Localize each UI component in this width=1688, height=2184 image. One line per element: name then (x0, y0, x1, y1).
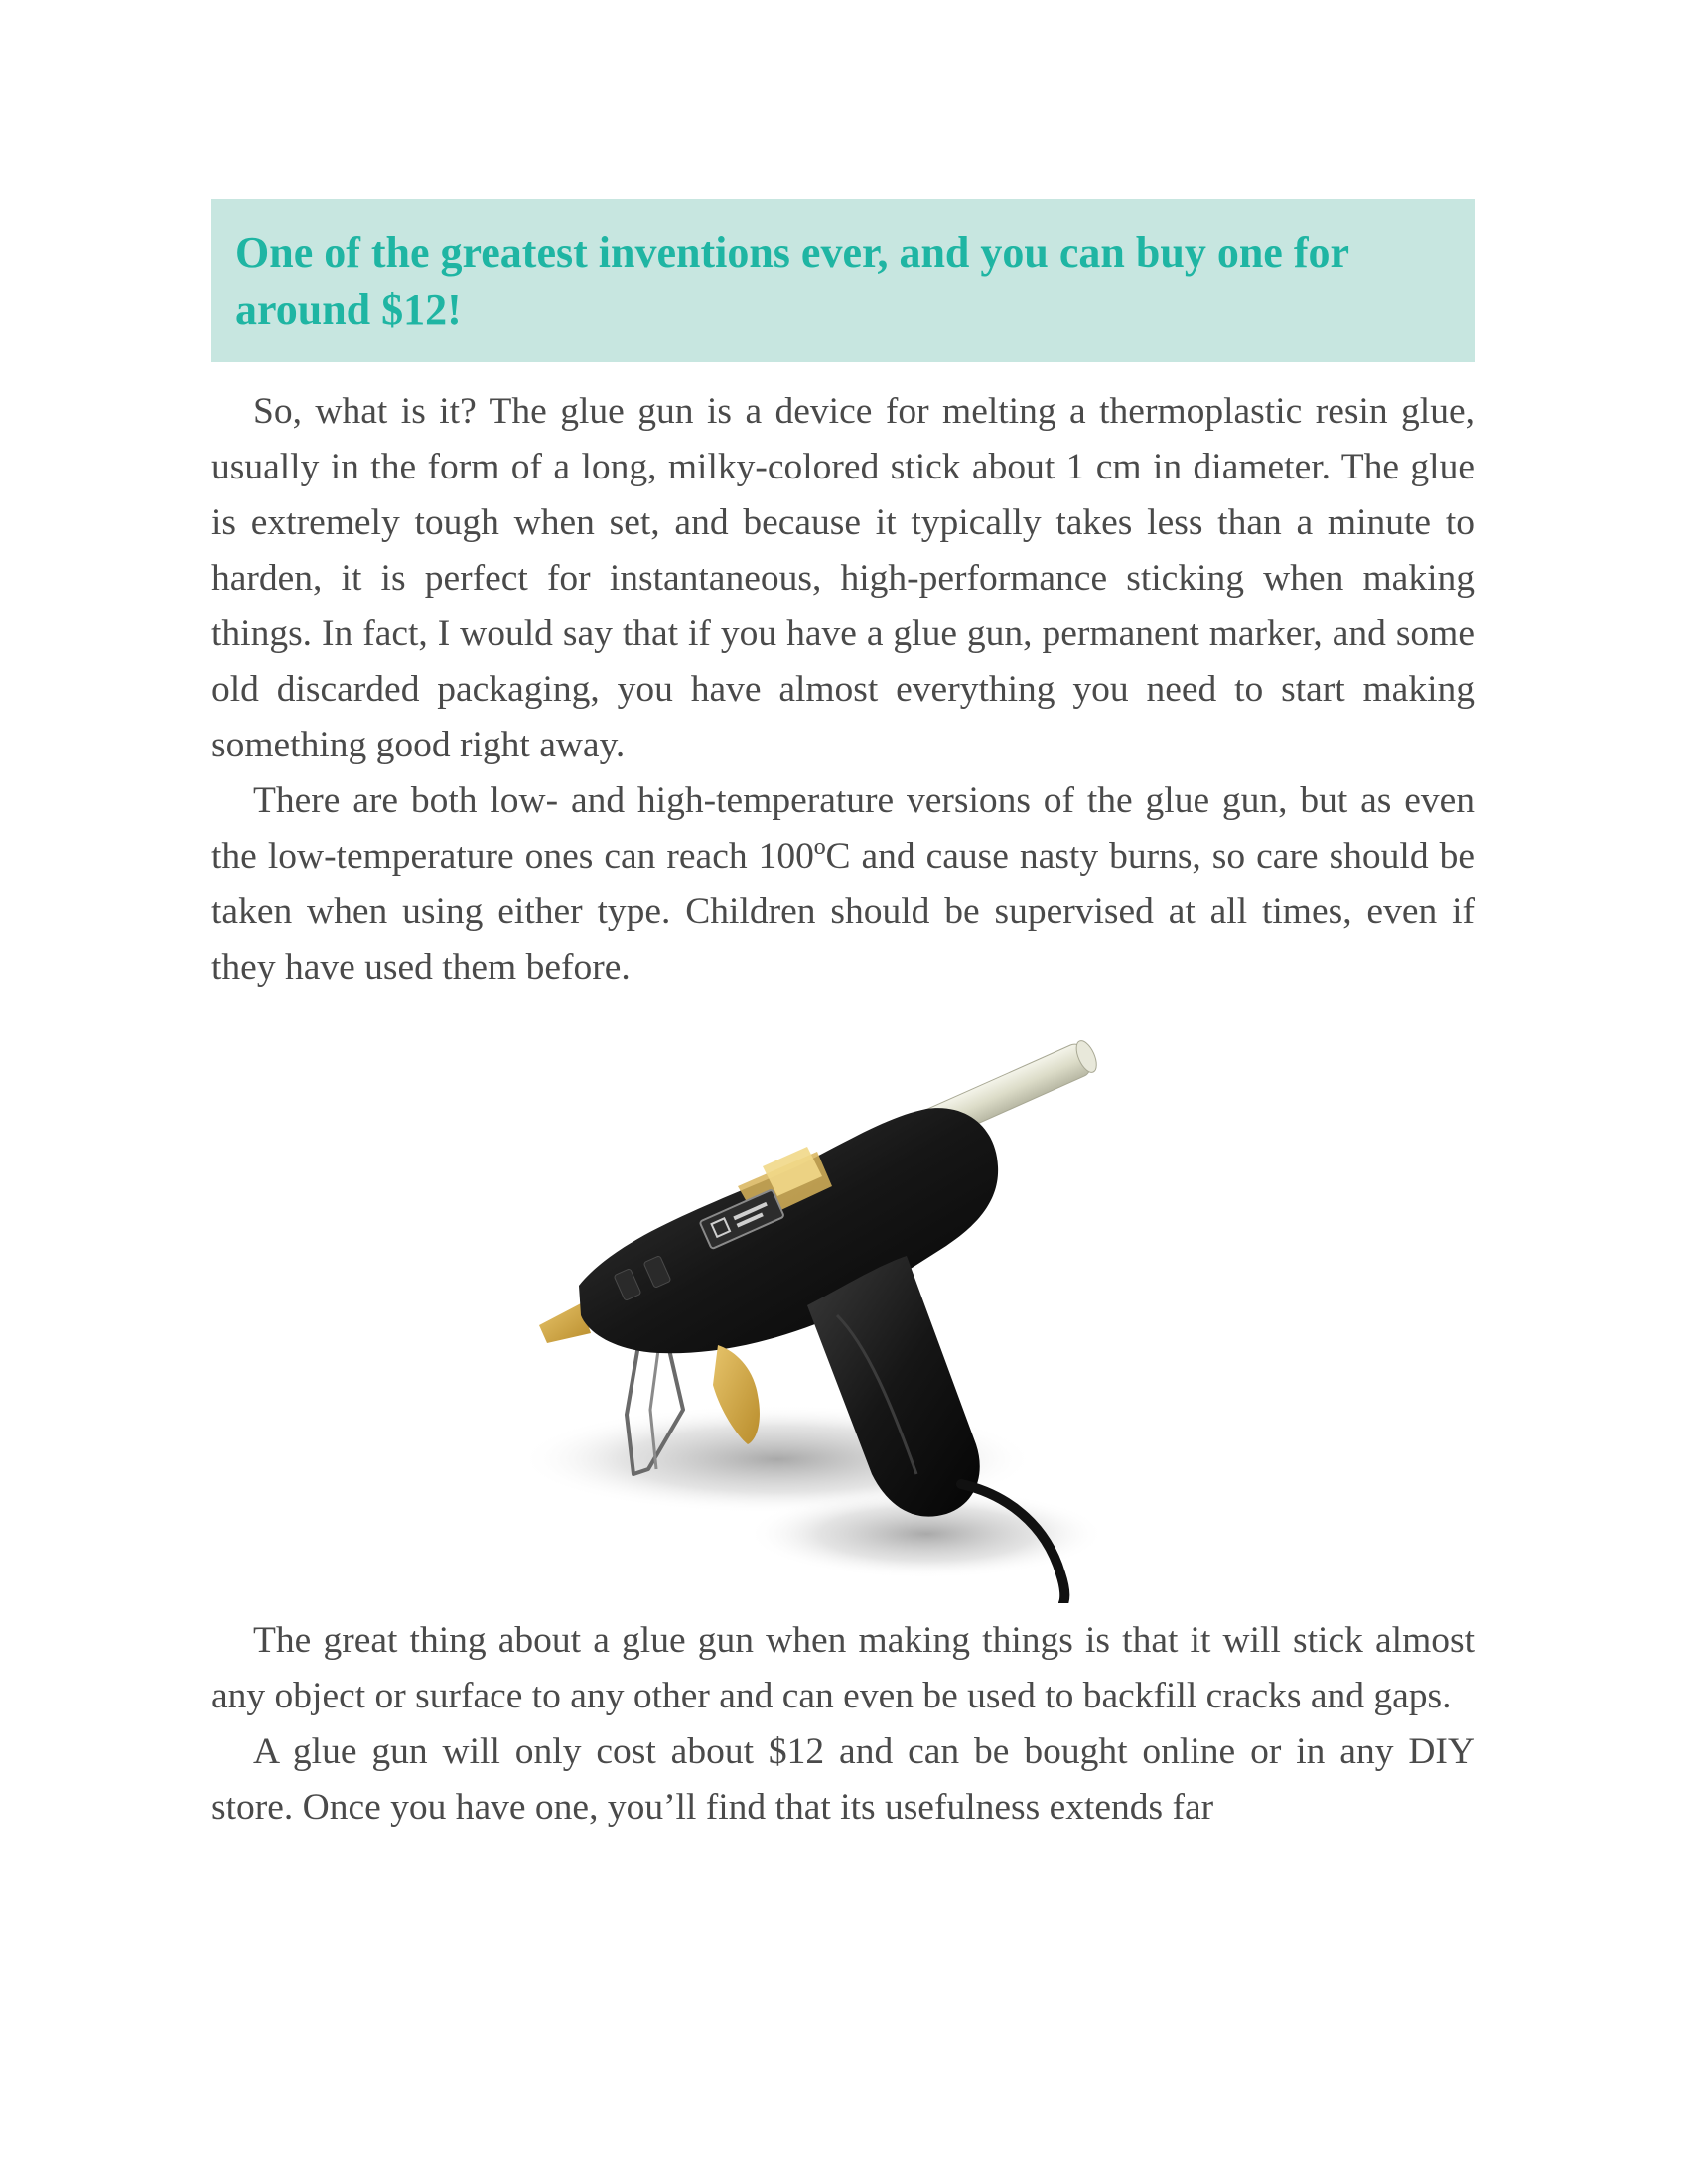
callout-box (211, 199, 1475, 362)
paragraph-cost: A glue gun will only cost about $12 and can be bought online or in any DIY store. Once you have one, you’ll find that its usefulness extends far (211, 1731, 1475, 1828)
page-content (211, 199, 1475, 1836)
callout-heading: One of the greatest inventions ever, and you can buy one for around $12! (235, 228, 1349, 334)
glue-gun-figure (211, 1018, 1475, 1613)
paragraph-temperature: There are both low- and high-temperature versions of the glue gun, but as even the low-temperature ones can reach 100ºC and cause nasty burns, so care should be taken when using either type. Children should be supervised at all times, even if they have used them before. (211, 780, 1475, 988)
paragraph-benefit: The great thing about a glue gun when making things is that it will stick almost any object or surface to any other and can even be used to backfill cracks and gaps. (211, 1620, 1475, 1716)
glue-gun-icon (509, 1018, 1185, 1603)
paragraph-intro: So, what is it? The glue gun is a device for melting a thermoplastic resin glue, usually in the form of a long, milky-colored stick about 1 cm in diameter. The glue is extremely tough when set, and because it typically takes less than a minute to harden, it is perfect for instantaneous, high-performance sticking when making things. In fact, I would say that if you have a glue gun, permanent marker, and some old discarded packaging, you have almost everything you need to start making something good right away. (211, 391, 1475, 765)
